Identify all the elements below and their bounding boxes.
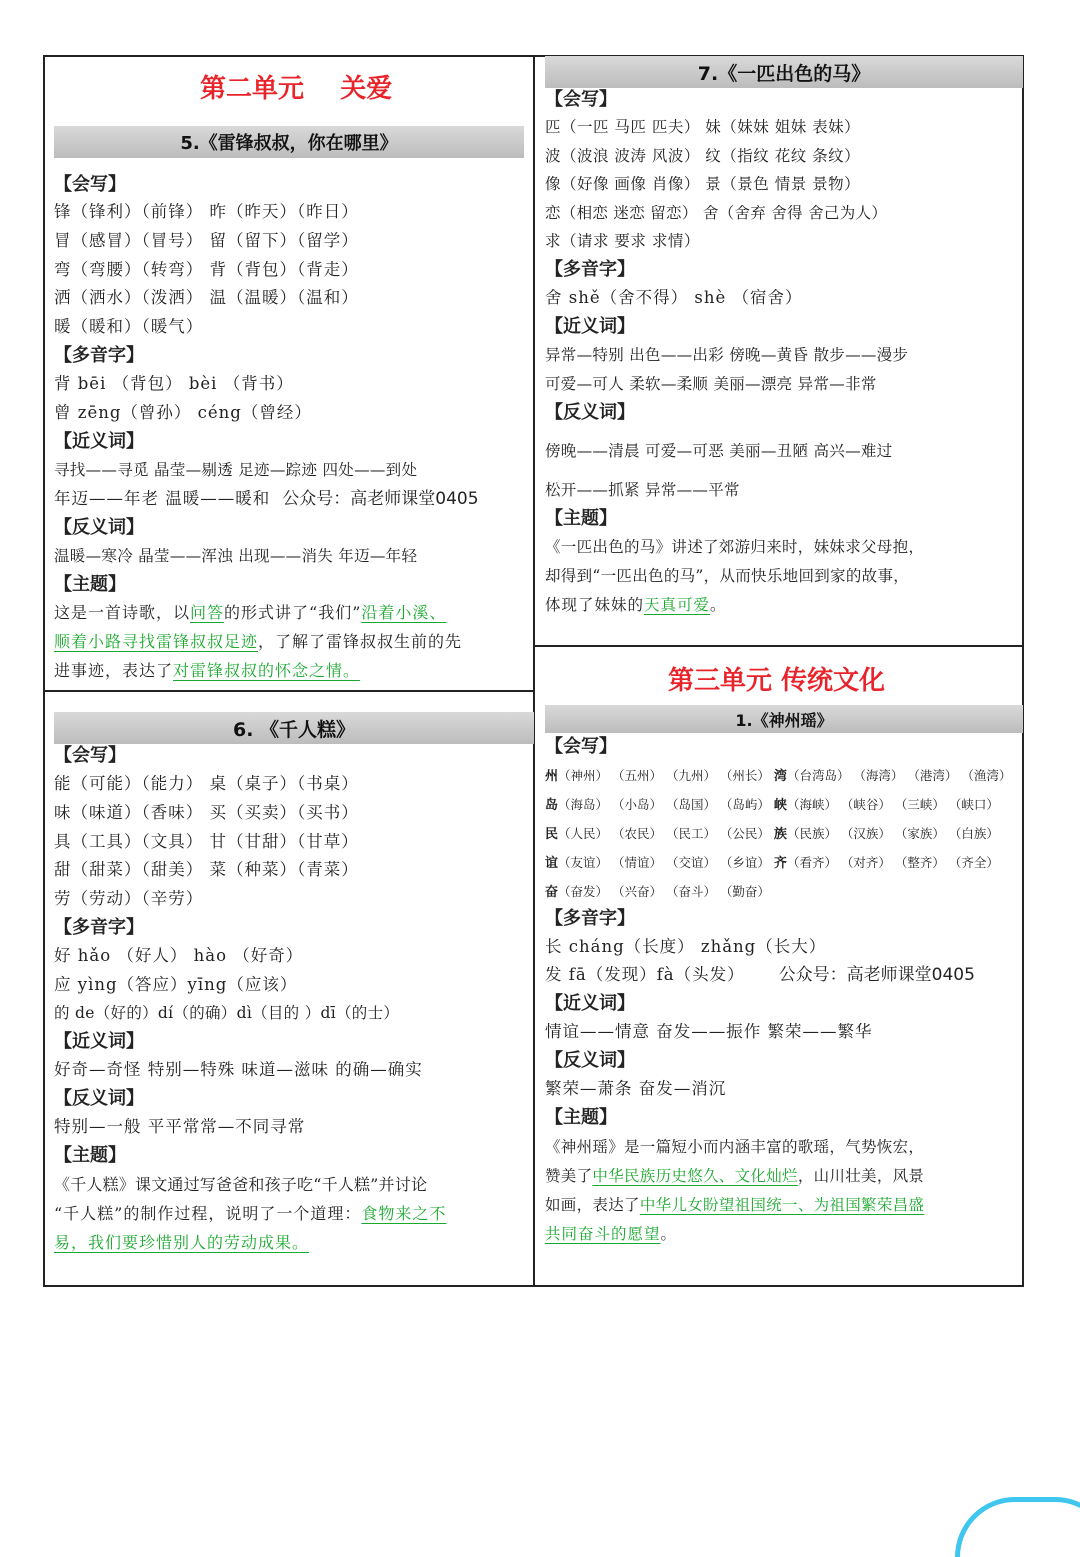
unit3-theme-line3: 如画，表达了中华儿女盼望祖国统一、为祖国繁荣昌盛 bbox=[545, 1196, 925, 1214]
lesson5-title-bar: 5.《雷锋叔叔，你在哪里》 bbox=[54, 126, 524, 158]
highlight-text: 对雷锋叔叔的怀念之情。 bbox=[173, 661, 361, 680]
unit3-poly-heading: 【多音字】 bbox=[545, 908, 635, 929]
unit3-write-row: 奋（奋发） （兴奋） （奋斗） （勤奋） bbox=[545, 884, 770, 900]
lesson7-write-line: 匹（一匹 马匹 匹夫） 妹（妹妹 姐妹 表妹） bbox=[545, 118, 861, 136]
unit3-theme-line1: 《神州瑶》是一篇短小而内涵丰富的歌瑶，气势恢宏， bbox=[545, 1138, 925, 1156]
lesson7-write-line: 恋（相恋 迷恋 留恋） 舍（舍弃 舍得 舍己为人） bbox=[545, 204, 888, 222]
lesson6-write-heading: 【会写】 bbox=[54, 745, 126, 766]
lesson6-write-line: 味（味道）（香味） 买（买卖）（买书） bbox=[54, 803, 359, 822]
lesson7-poly-line: 舍 shě（舍不得） shè （宿舍） bbox=[545, 288, 803, 307]
lesson7-ant-heading: 【反义词】 bbox=[545, 402, 635, 423]
highlight-text: 天真可爱 bbox=[644, 596, 711, 614]
lesson5-theme-heading: 【主题】 bbox=[54, 574, 126, 595]
unit3-ant-line: 繁荣—萧条 奋发—消沉 bbox=[545, 1079, 727, 1098]
lesson6-write-line: 具（工具）（文具） 甘（甘甜）（甘草） bbox=[54, 832, 359, 851]
lesson7-theme-heading: 【主题】 bbox=[545, 508, 617, 529]
lesson6-write-line: 甜（甜菜）（甜美） 菜（种菜）（青菜） bbox=[54, 860, 359, 879]
column-divider bbox=[533, 55, 535, 1287]
unit3-theme-line2: 赞美了中华民族历史悠久、文化灿烂，山川壮美，风景 bbox=[545, 1167, 925, 1185]
lesson7-ant-line: 傍晚——清晨 可爱—可恶 美丽—丑陋 高兴—难过 bbox=[545, 442, 893, 460]
unit3-theme-heading: 【主题】 bbox=[545, 1107, 617, 1128]
lesson7-write-line: 求（请求 要求 求情） bbox=[545, 232, 700, 250]
lesson6-poly-line: 应 yìng（答应）yīng（应该） bbox=[54, 975, 298, 994]
lesson6-title-bar: 6. 《千人糕》 bbox=[54, 712, 534, 744]
unit3-ant-heading: 【反义词】 bbox=[545, 1050, 635, 1071]
lesson6-theme-heading: 【主题】 bbox=[54, 1145, 126, 1166]
lesson5-ant-heading: 【反义词】 bbox=[54, 517, 144, 538]
corner-decoration bbox=[955, 1497, 1080, 1557]
lesson6-poly-heading: 【多音字】 bbox=[54, 917, 144, 938]
lesson5-ant-line: 温暖—寒冷 晶莹——浑浊 出现——消失 年迈—年轻 bbox=[54, 547, 418, 565]
lesson7-title-bar: 7.《一匹出色的马》 bbox=[545, 56, 1023, 88]
highlight-text: 食物来之不 bbox=[361, 1204, 447, 1223]
lesson6-ant-line: 特别—一般 平平常常—不同寻常 bbox=[54, 1117, 306, 1136]
watermark-text: 公众号：高老师课堂0405 bbox=[778, 965, 975, 985]
lesson5-write-line: 暖（暖和）（暖气） bbox=[54, 317, 204, 336]
unit3-title: 第三单元 传统文化 bbox=[668, 666, 886, 696]
highlight-text: 中华儿女盼望祖国统一、为祖国繁荣昌盛 bbox=[639, 1196, 925, 1214]
right-row-divider bbox=[534, 645, 1024, 647]
lesson7-syn-heading: 【近义词】 bbox=[545, 316, 635, 337]
unit3-write-row: 谊（友谊） （情谊） （交谊） （乡谊） 齐（看齐） （对齐） （整齐） （齐全） bbox=[545, 855, 999, 871]
lesson5-poly-line: 背 bēi （背包） bèi （背书） bbox=[54, 374, 294, 393]
lesson5-theme-line3: 进事迹，表达了对雷锋叔叔的怀念之情。 bbox=[54, 661, 361, 680]
lesson6-theme-line3 bbox=[54, 1231, 309, 1255]
watermark-text: 公众号：高老师课堂0405 bbox=[282, 489, 479, 509]
lesson5-syn-line-2: 年迈——年老 温暖——暖和 公众号：高老师课堂0405 bbox=[54, 489, 479, 509]
highlight-text: 中华民族历史悠久、文化灿烂 bbox=[592, 1167, 798, 1185]
lesson5-syn-line: 寻找——寻觅 晶莹—剔透 足迹—踪迹 四处——到处 bbox=[54, 461, 418, 479]
lesson6-ant-heading: 【反义词】 bbox=[54, 1088, 144, 1109]
lesson5-write-line: 洒（洒水）（泼洒） 温（温暖）（温和） bbox=[54, 288, 359, 307]
lesson7-syn-line: 异常—特别 出色——出彩 傍晚—黄昏 散步——漫步 bbox=[545, 346, 909, 364]
lesson6-theme-line1: 《千人糕》课文通过写爸爸和孩子吃“千人糕”并讨论 bbox=[54, 1175, 428, 1194]
lesson5-poly-line: 曾 zēng（曾孙） céng（曾经） bbox=[54, 403, 312, 422]
lesson5-write-heading: 【会写】 bbox=[54, 174, 126, 195]
lesson6-syn-line: 好奇—奇怪 特别—特殊 味道—滋味 的确—确实 bbox=[54, 1060, 423, 1079]
lesson7-theme-line1: 《一匹出色的马》讲述了郊游归来时，妹妹求父母抱， bbox=[545, 538, 925, 556]
left-row-divider bbox=[43, 690, 534, 692]
unit3-write-row: 民（人民） （农民） （民工） （公民） 族（民族） （汉族） （家族） （白族） bbox=[545, 826, 999, 842]
unit3-write-row: 岛（海岛） （小岛） （岛国） （岛屿） 峡（海峡） （峡谷） （三峡） （峡口） bbox=[545, 797, 999, 813]
lesson7-poly-heading: 【多音字】 bbox=[545, 259, 635, 280]
lesson7-write-line: 像（好像 画像 肖像） 景（景色 情景 景物） bbox=[545, 175, 861, 193]
highlight-text: 共同奋斗的愿望 bbox=[545, 1225, 661, 1243]
lesson6-theme-line2: “千人糕”的制作过程，说明了一个道理：食物来之不 bbox=[54, 1204, 447, 1223]
lesson5-poly-heading: 【多音字】 bbox=[54, 345, 144, 366]
lesson6-write-line: 能（可能）（能力） 桌（桌子）（书桌） bbox=[54, 774, 359, 793]
highlight-text: 易，我们要珍惜别人的劳动成果。 bbox=[54, 1233, 310, 1252]
lesson7-theme-line3: 体现了妹妹的天真可爱。 bbox=[545, 596, 727, 614]
lesson7-ant-line: 松开——抓紧 异常——平常 bbox=[545, 481, 740, 499]
unit3-write-row: 州（神州） （五州） （九州） （州长） 湾（台湾岛） （海湾） （港湾） （渔湾） bbox=[545, 768, 1012, 784]
lesson5-theme-line2: 顺着小路寻找雷锋叔叔足迹，了解了雷锋叔叔生前的先 bbox=[54, 632, 463, 651]
highlight-text: 顺着小路寻找雷锋叔叔足迹 bbox=[54, 632, 259, 651]
unit3-syn-line: 情谊——情意 奋发——振作 繁荣——繁华 bbox=[545, 1022, 873, 1041]
lesson5-write-line: 冒（感冒）（冒号） 留（留下）（留学） bbox=[54, 231, 359, 250]
unit2-title: 第二单元 关爱 bbox=[200, 74, 393, 104]
unit3-lesson1-write-heading: 【会写】 bbox=[545, 736, 617, 757]
lesson5-write-line: 弯（弯腰）（转弯） 背（背包）（背走） bbox=[54, 260, 359, 279]
highlight-text: 沿着小溪、 bbox=[361, 603, 447, 622]
lesson5-theme-line1: 这是一首诗歌，以问答的形式讲了“我们”沿着小溪、 bbox=[54, 603, 447, 622]
unit3-poly-line: 长 cháng（长度） zhǎng（长大） bbox=[545, 937, 827, 956]
lesson5-syn-heading: 【近义词】 bbox=[54, 431, 144, 452]
lesson7-syn-line: 可爱—可人 柔软—柔顺 美丽—漂亮 异常—非常 bbox=[545, 375, 877, 393]
unit3-lesson1-title-bar: 1.《神州瑶》 bbox=[545, 705, 1023, 733]
unit3-syn-heading: 【近义词】 bbox=[545, 993, 635, 1014]
lesson7-theme-line2: 却得到“一匹出色的马”，从而快乐地回到家的故事， bbox=[545, 567, 910, 585]
unit3-theme-line4: 共同奋斗的愿望。 bbox=[545, 1225, 678, 1243]
lesson6-poly-line: 好 hǎo （好人） hào （好奇） bbox=[54, 946, 304, 965]
lesson6-syn-heading: 【近义词】 bbox=[54, 1031, 144, 1052]
unit3-poly-line-2: 发 fā（发现）fà（头发） 公众号：高老师课堂0405 bbox=[545, 965, 975, 985]
lesson7-write-line: 波（波浪 波涛 风波） 纹（指纹 花纹 条纹） bbox=[545, 147, 861, 165]
highlight-text: 问答 bbox=[190, 603, 225, 622]
lesson6-poly-line: 的 de（好的）dí（的确）dì（目的 ）dī（的士） bbox=[54, 1004, 400, 1022]
lesson5-write-line: 锋（锋利）（前锋） 昨（昨天）（昨日） bbox=[54, 202, 359, 221]
lesson6-write-line: 劳（劳动）（辛劳） bbox=[54, 889, 204, 908]
lesson7-write-heading: 【会写】 bbox=[545, 89, 617, 110]
